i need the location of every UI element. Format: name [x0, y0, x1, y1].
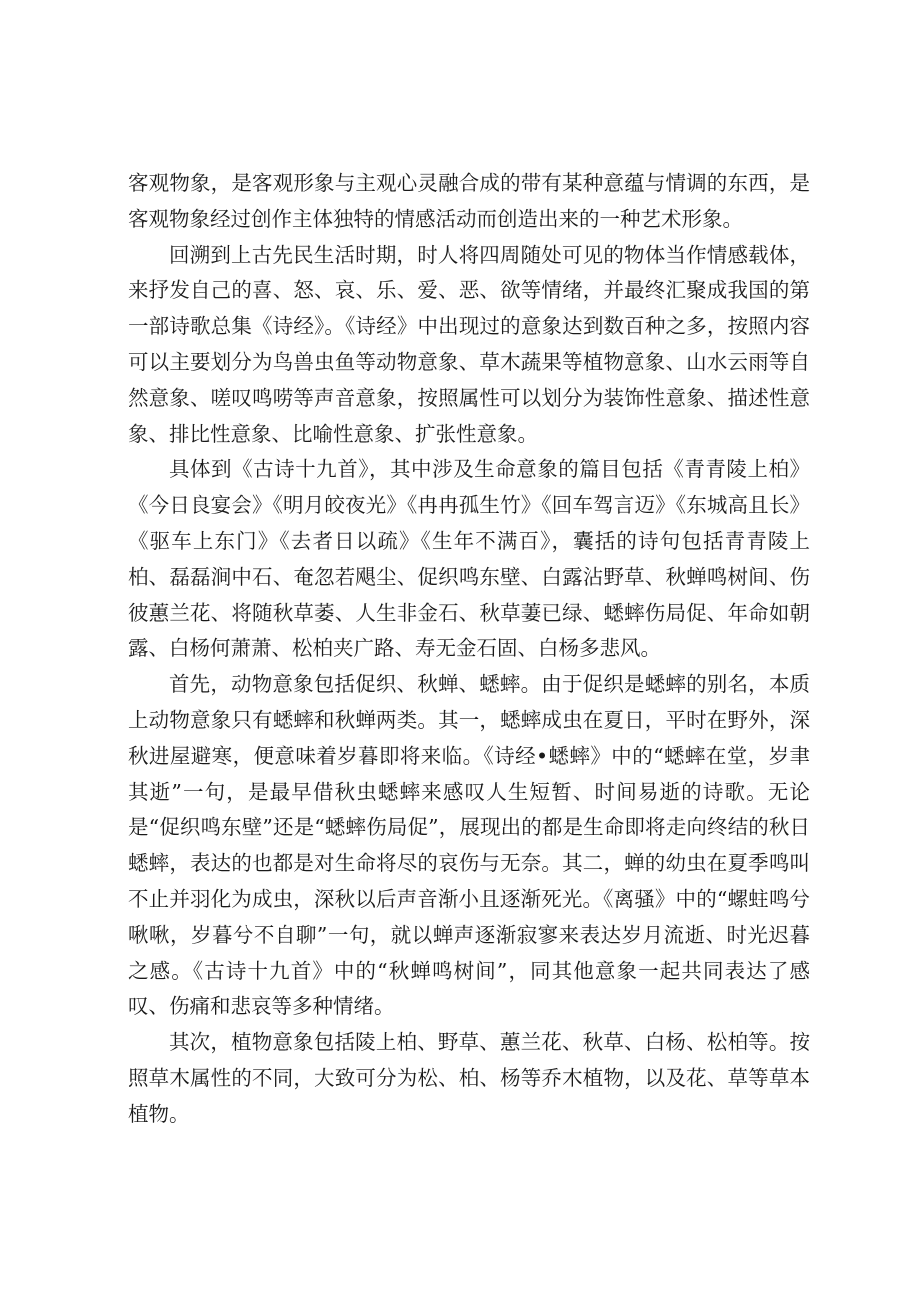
paragraph-continued: 客观物象，是客观形象与主观心灵融合成的带有某种意蕴与情调的东西，是客观物象经过创作主体独特的情感活动而创造出来的一种艺术形象。: [128, 171, 810, 231]
paragraph: 其次，植物意象包括陵上柏、野草、蕙兰花、秋草、白杨、松柏等。按照草木属性的不同，大致可分为松、柏、杨等乔木植物，以及花、草等草本植物。: [128, 1030, 810, 1126]
paragraph: 回溯到上古先民生活时期，时人将四周随处可见的物体当作情感载体，来抒发自己的喜、怒、哀、乐、爱、恶、欲等情绪，并最终汇聚成我国的第一部诗歌总集《诗经》。《诗经》中出现过的意象达到数百种之多，按照内容可以主要划分为鸟兽虫鱼等动物意象、草木蔬果等植物意象、山水云雨等自然意象、嗟叹鸣唠等声音意象，按照属性可以划分为装饰性意象、描述性意象、排比性意象、比喻性意象、扩张性意象。: [128, 242, 810, 446]
paragraph: 首先，动物意象包括促织、秋蝉、蟋蟀。由于促织是蟋蟀的别名，本质上动物意象只有蟋蟀和秋蝉两类。其一，蟋蟀成虫在夏日，平时在野外，深秋进屋避寒，便意味着岁暮即将来临。《诗经•蟋蟀》中的“蟋蟀在堂，岁聿其逝”一句，是最早借秋虫蟋蟀来感叹人生短暂、时间易逝的诗歌。无论是“促织鸣东壁”还是“蟋蟀伤局促”，展现出的都是生命即将走向终结的秋日蟋蟀，表达的也都是对生命将尽的哀伤与无奈。其二，蝉的幼虫在夏季鸣叫不止并羽化为成虫，深秋以后声音渐小且逐渐死光。《离骚》中的“螺蛀鸣兮啾啾，岁暮兮不自聊”一句，就以蝉声逐渐寂寥来表达岁月流逝、时光迟暮之感。《古诗十九首》中的“秋蝉鸣树间”，同其他意象一起共同表达了感叹、伤痛和悲哀等多种情绪。: [128, 672, 810, 1019]
paragraph: 具体到《古诗十九首》，其中涉及生命意象的篇目包括《青青陵上柏》《今日良宴会》《明月皎夜光》《冉冉孤生竹》《回车驾言迈》《东城高且长》《驱车上东门》《去者日以疏》《生年不满百》，囊括的诗句包括青青陵上柏、磊磊涧中石、奄忽若飓尘、促织鸣东壁、白露沾野草、秋蝉鸣树间、伤彼蕙兰花、将随秋草萎、人生非金石、秋草萋已绿、蟋蟀伤局促、年命如朝露、白杨何萧萧、松柏夹广路、寿无金石固、白杨多悲风。: [128, 457, 810, 661]
document-body: [128, 166, 810, 1133]
